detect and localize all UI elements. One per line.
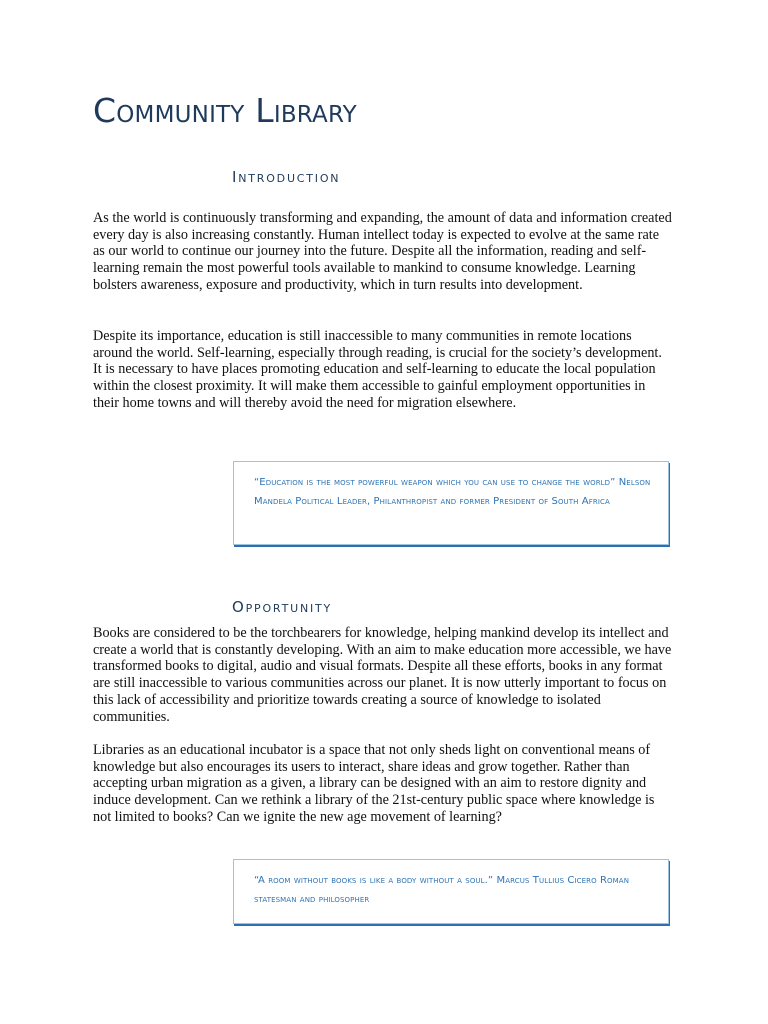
section-heading-introduction: Introduction bbox=[232, 168, 341, 186]
quote-box-mandela bbox=[233, 461, 669, 545]
quote-box-cicero bbox=[233, 859, 669, 924]
document-title: Community Library bbox=[93, 91, 357, 130]
quote-text-mandela: “Education is the most powerful weapon which you can use to change the world” Nelson Mandela Political Leader, Philanthropist and former President of South Africa bbox=[254, 477, 651, 507]
opportunity-paragraph-2: Libraries as an educational incubator is a space that not only sheds light on conventional means of knowledge but also encourages its users to interact, share ideas and grow together. Rather than accepting urban migration as a given, a library can be designed with an aim to restore dignity and induce development. Can we rethink a library of the 21st-century public space where knowledge is not limited to books? Can we ignite the new age movement of learning? bbox=[93, 742, 655, 825]
opportunity-paragraph-1: Books are considered to be the torchbearers for knowledge, helping mankind develop its intellect and create a world that is constantly developing. With an aim to make education more accessible, we have transformed books to digital, audio and visual formats. Despite all these efforts, books in any format are still inaccessible to various communities across our planet. It is now utterly important to focus on this lack of accessibility and prioritize towards creating a source of knowledge to isolated communities. bbox=[93, 625, 672, 725]
quote-text-cicero: “A room without books is like a body without a soul.” Marcus Tullius Cicero Roman statesman and philosopher bbox=[254, 875, 630, 905]
introduction-paragraph-1: As the world is continuously transforming and expanding, the amount of data and information created every day is also increasing constantly. Human intellect today is expected to evolve at the same rate as our world to continue our journey into the future. Despite all the information, reading and self-learning remain the most powerful tools available to mankind to consume knowledge. Learning bolsters awareness, exposure and productivity, which in turn results into development. bbox=[93, 210, 672, 293]
introduction-paragraph-2: Despite its importance, education is still inaccessible to many communities in remote locations around the world. Self-learning, especially through reading, is crucial for the society’s development. It is necessary to have places promoting education and self-learning to educate the local population within the closest proximity. It will make them accessible to gainful employment opportunities in their home towns and will thereby avoid the need for migration elsewhere. bbox=[93, 328, 662, 411]
section-heading-opportunity: Opportunity bbox=[232, 598, 333, 616]
